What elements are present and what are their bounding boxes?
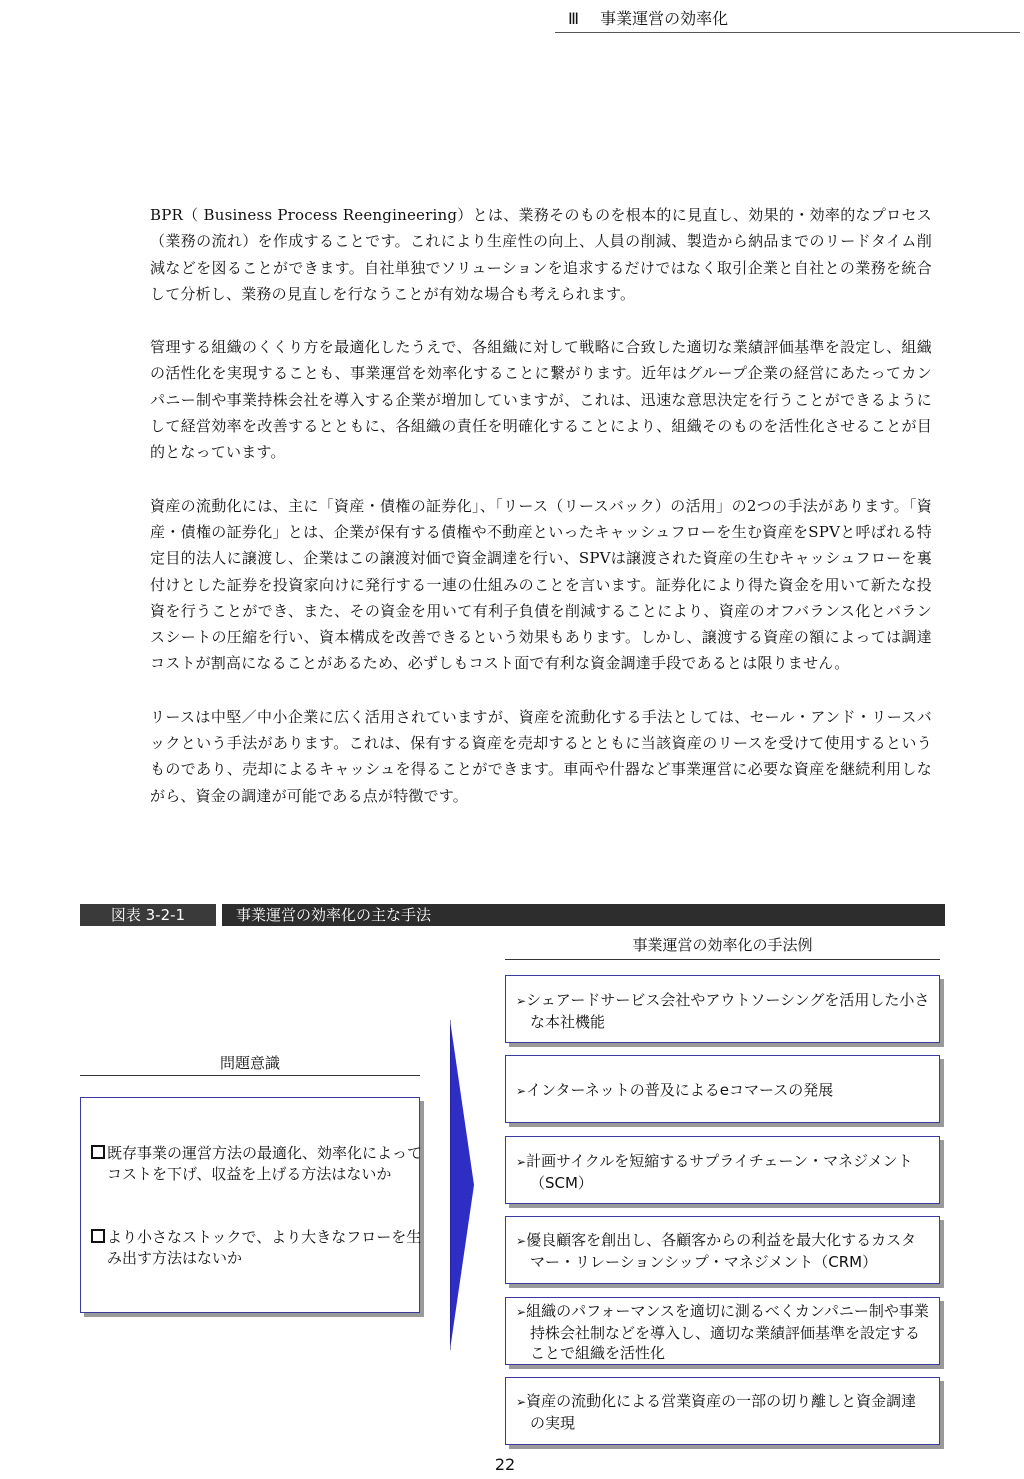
methods-heading: 事業運営の効率化の手法例: [632, 936, 813, 954]
figure-caption-separator: [216, 904, 222, 926]
bullet-icon: ➢: [516, 994, 527, 1008]
figure-caption-bar: [80, 904, 945, 926]
method-box-shared-services: [505, 975, 940, 1043]
body-text: [150, 202, 932, 836]
method-box-asset-liquidation: [505, 1377, 940, 1445]
section-header: [555, 8, 1020, 33]
method-box-scm: [505, 1136, 940, 1204]
method-text: 計画サイクルを短縮するサプライチェーン・マネジメント（SCM）: [526, 1152, 913, 1192]
section-title: Ⅲ 事業運営の効率化: [568, 9, 729, 28]
method-text: 資産の流動化による営業資産の一部の切り離しと資金調達の実現: [526, 1392, 917, 1432]
figure-title: 事業運営の効率化の主な手法: [236, 906, 432, 924]
paragraph-asset-liquidation: 資産の流動化には、主に「資産・債権の証券化」、「リース（リースバック）の活用」の2つの手法があります。「資産・債権の証券化」とは、企業が保有する債権や不動産といったキャッシュフローを生む資産をSPVと呼ばれる特定目的法人に譲渡し、企業はこの譲渡対価で資金調達を行い、SPVは譲渡された資産の生むキャッシュフローを裏付けとした証券を投資家向けに発行する一連の仕組みのことを言います。証券化により得た資金を用いて新たな投資を行うことができ、また、その資金を用いて有利子負債を削減することにより、資産のオフバランス化とバランスシートの圧縮を行い、資本構成を改善できるという効果もあります。しかし、譲渡する資産の額によっては調達コストが割高になることがあるため、必ずしもコスト面で有利な資金調達手段であるとは限りません。: [150, 496, 932, 673]
header-rule: [555, 32, 1020, 33]
method-text: インターネットの普及によるeコマースの発展: [526, 1081, 834, 1099]
paragraph-leaseback: リースは中堅／中小企業に広く活用されていますが、資産を流動化する手法としては、セール・アンド・リースバックという手法があります。これは、保有する資産を売却するとともに当該資産のリースを受けて使用するというものであり、売却によるキャッシュを得ることができます。車両や什器など事業運営に必要な資産を継続利用しながら、資金の調達が可能である点が特徴です。: [150, 707, 932, 805]
checkbox-icon: [91, 1229, 105, 1243]
paragraph-bpr: BPR（ Business Process Reengineering）とは、業務そのものを根本的に見直し、効果的・効率的なプロセス（業務の流れ）を作成することです。これにより生産性の向上、人員の削減、製造から納品までのリードタイム削減などを図ることができます。自社単独でソリューションを追求するだけではなく取引企業と自社との業務を統合して分析し、業務の見直しを行なうことが有効な場合も考えられます。: [150, 206, 932, 303]
figure-number: 図表 3-2-1: [80, 904, 216, 926]
method-box-organization: [505, 1297, 940, 1365]
bullet-icon: ➢: [516, 1395, 527, 1409]
bullet-icon: ➢: [516, 1234, 527, 1248]
flow-arrow-icon: [450, 1020, 480, 1350]
page-number: 22: [494, 1455, 516, 1474]
method-box-crm: [505, 1216, 940, 1284]
issue-item: [91, 1143, 427, 1184]
bullet-icon: ➢: [516, 1305, 527, 1319]
bullet-icon: ➢: [516, 1084, 527, 1098]
bullet-icon: ➢: [516, 1155, 527, 1169]
method-text: シェアードサービス会社やアウトソーシングを活用した小さな本社機能: [526, 991, 930, 1031]
method-text: 組織のパフォーマンスを適切に測るべくカンパニー制や事業持株会社制などを導入し、適切な業績評価基準を設定することで組織を活性化: [526, 1302, 929, 1362]
methods-heading-rule: [505, 959, 940, 960]
issues-heading: 問題意識: [219, 1054, 280, 1072]
issue-item: [91, 1227, 427, 1268]
issues-box: [80, 1097, 423, 1313]
issue-text: より小さなストックで、より大きなフローを生み出す方法はないか: [107, 1228, 422, 1267]
issues-heading-rule: [80, 1075, 420, 1076]
issue-text: 既存事業の運営方法の最適化、効率化によってコストを下げ、収益を上げる方法はないか: [107, 1144, 423, 1183]
method-text: 優良顧客を創出し、各顧客からの利益を最大化するカスタマー・リレーションシップ・マネジメント（CRM）: [526, 1231, 917, 1271]
paragraph-organization: 管理する組織のくくり方を最適化したうえで、各組織に対して戦略に合致した適切な業績評価基準を設定し、組織の活性化を実現することも、事業運営を効率化することに繋がります。近年はグループ企業の経営にあたってカンパニー制や事業持株会社を導入する企業が増加していますが、これは、迅速な意思決定を行うことができるようにして経営効率を改善するとともに、各組織の責任を明確化することにより、組織そのものを活性化させることが目的となっています。: [150, 338, 932, 462]
method-box-ecommerce: [505, 1055, 940, 1123]
checkbox-icon: [91, 1145, 105, 1159]
